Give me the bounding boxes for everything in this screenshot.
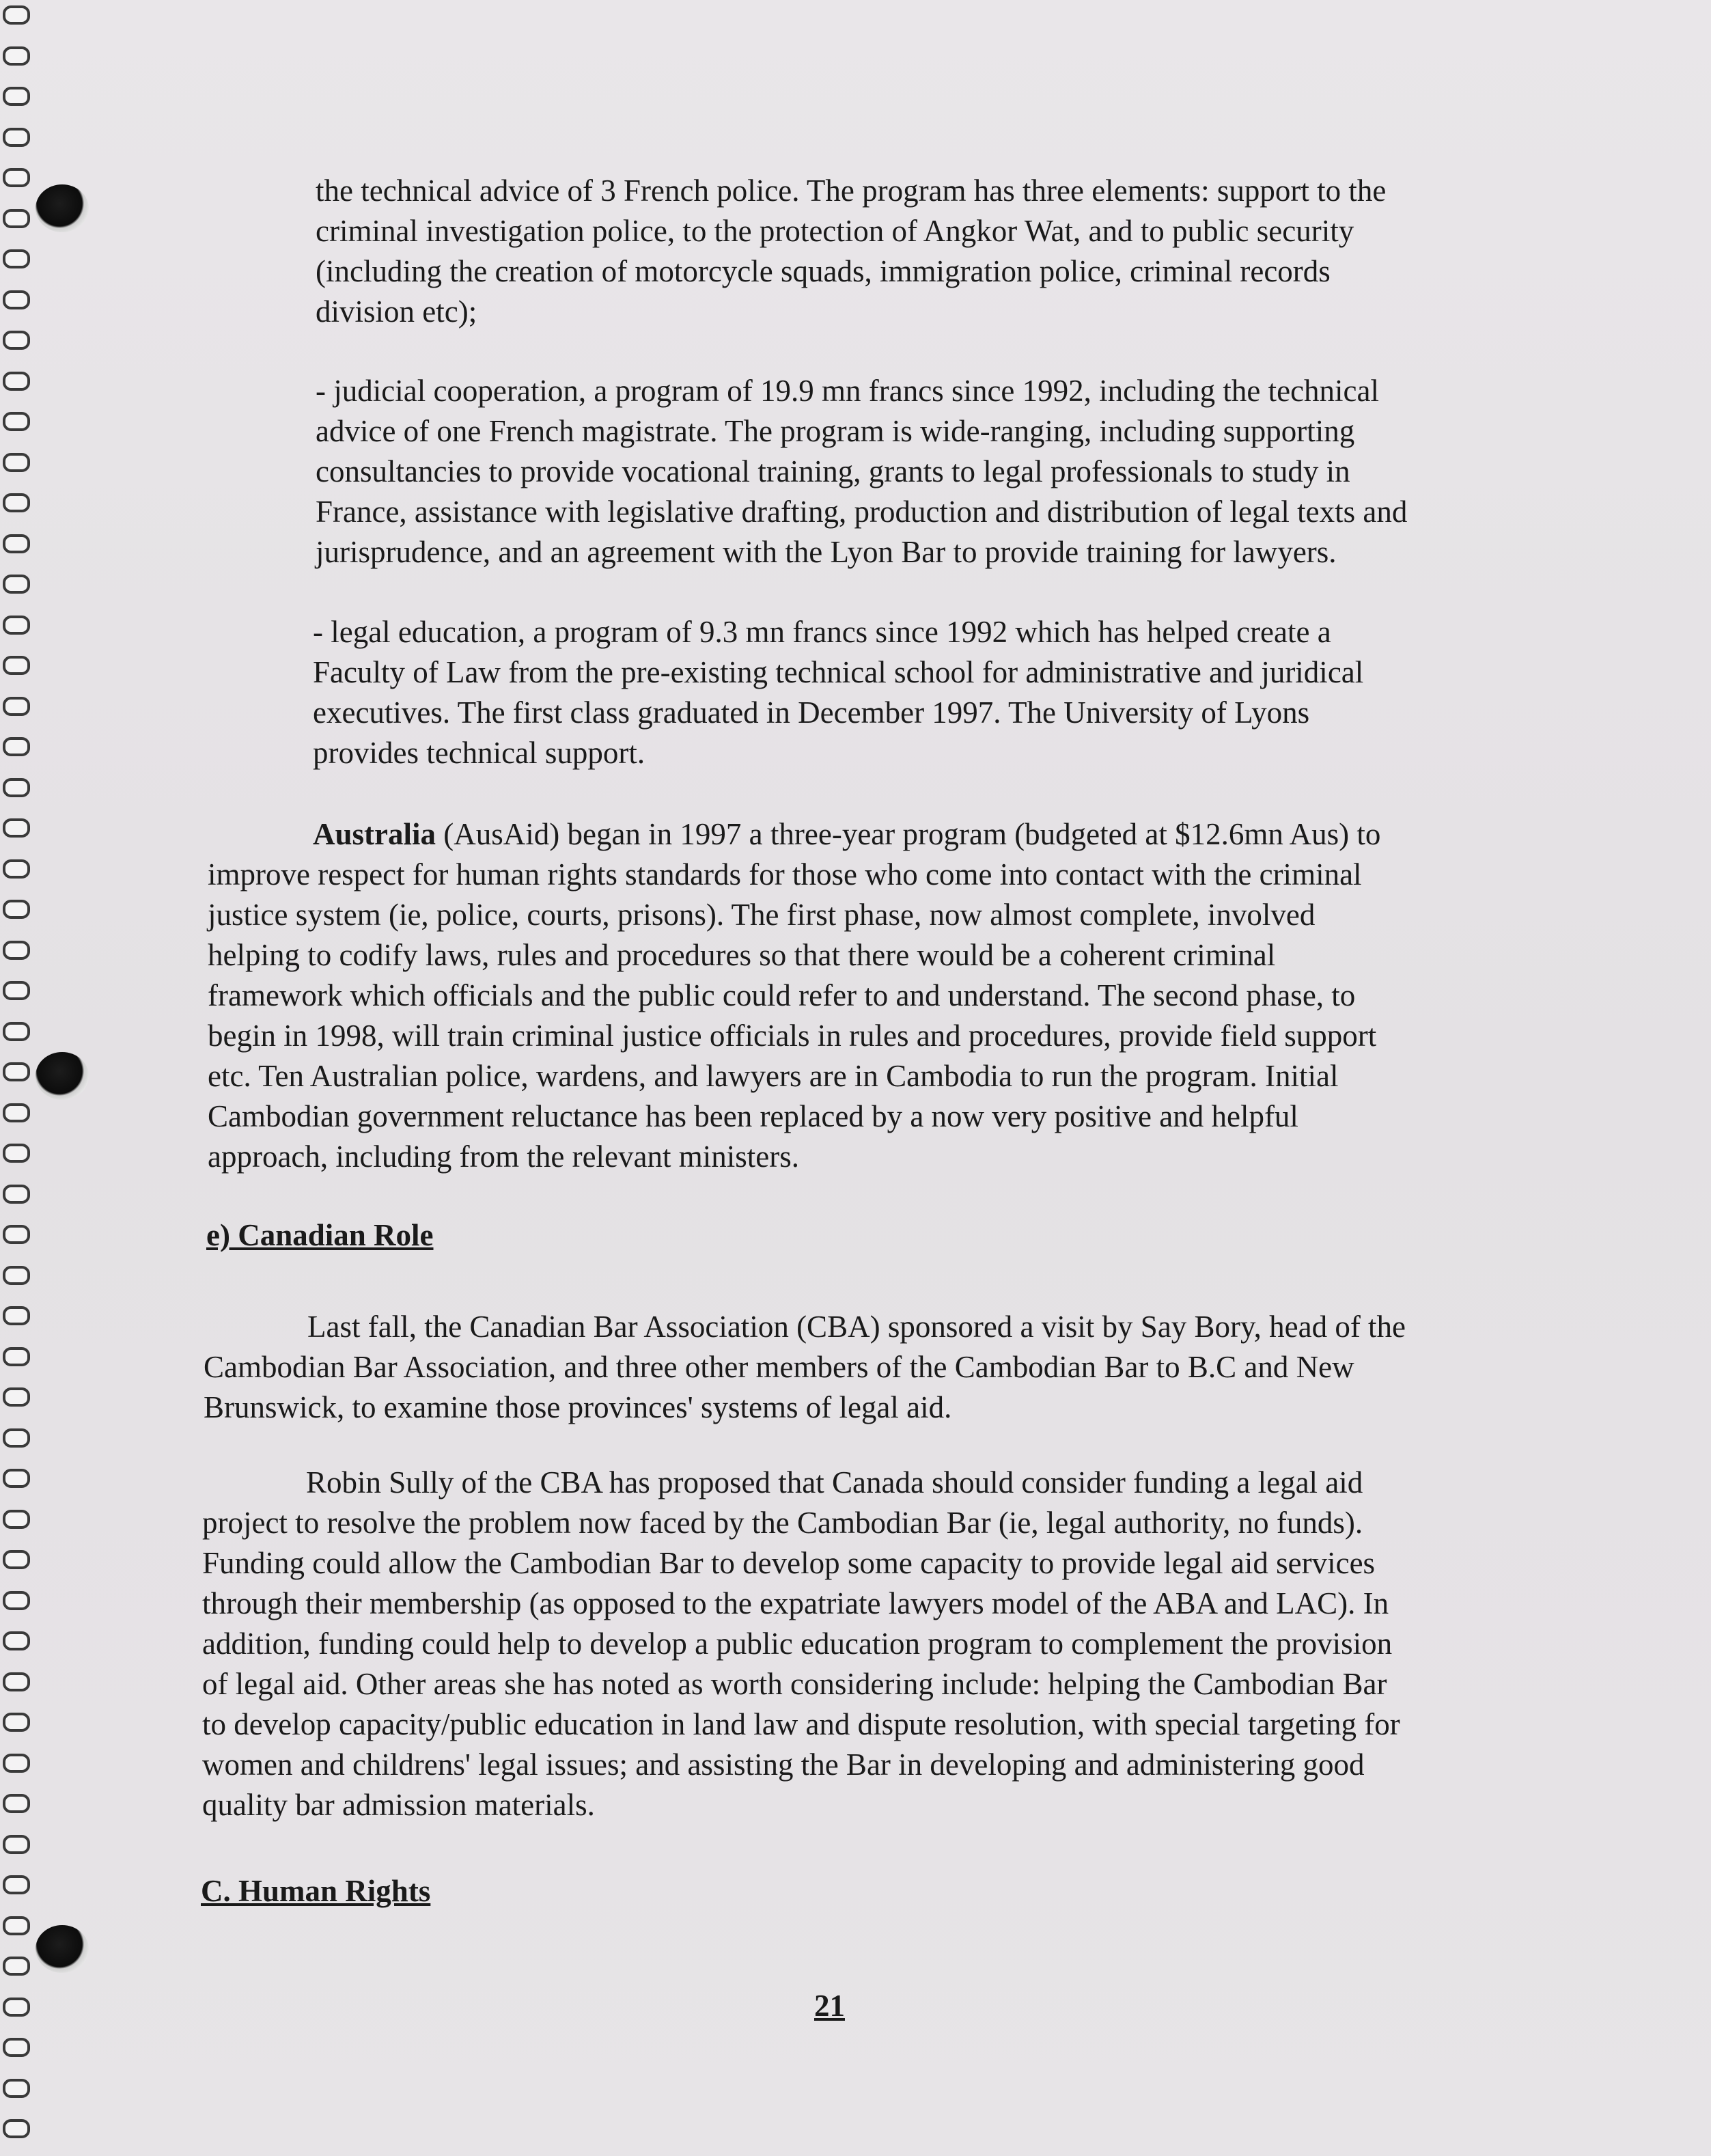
binding-ring xyxy=(3,656,30,675)
binding-ring xyxy=(3,128,30,147)
binding-ring xyxy=(3,1754,30,1773)
binding-ring xyxy=(3,1185,30,1204)
section-heading-human-rights: C. Human Rights xyxy=(201,1874,431,1908)
binding-ring xyxy=(3,1428,30,1448)
binding-ring xyxy=(3,616,30,635)
binding-ring xyxy=(3,372,30,391)
text-line: Brunswick, to examine those provinces' systems of legal aid. xyxy=(204,1390,952,1424)
binding-ring xyxy=(3,412,30,431)
text-line: provides technical support. xyxy=(313,736,645,770)
binding-ring xyxy=(3,1550,30,1569)
binding-ring xyxy=(3,168,30,187)
binding-ring xyxy=(3,87,30,106)
binding-ring xyxy=(3,209,30,228)
binding-ring xyxy=(3,1998,30,2017)
binding-ring xyxy=(3,1510,30,1529)
binding-ring xyxy=(3,1306,30,1325)
binding-ring xyxy=(3,1022,30,1041)
text-line: Funding could allow the Cambodian Bar to develop some capacity to provide legal aid services xyxy=(202,1546,1376,1580)
punch-hole xyxy=(36,184,89,232)
punch-hole xyxy=(36,1052,89,1100)
page-number: 21 xyxy=(814,1989,845,2023)
binding-ring xyxy=(3,941,30,960)
paragraph-judicial-cooperation xyxy=(316,371,1407,572)
text-line: France, assistance with legislative drafting, production and distribution of legal texts and xyxy=(316,495,1408,529)
binding-ring xyxy=(3,1794,30,1813)
text-line: through their membership (as opposed to the expatriate lawyers model of the ABA and LAC). In xyxy=(202,1586,1389,1620)
binding-ring xyxy=(3,859,30,879)
text-line: addition, funding could help to develop a public education program to complement the provision xyxy=(202,1627,1393,1661)
text-line: Faculty of Law from the pre-existing technical school for administrative and juridical xyxy=(313,655,1364,689)
text-line: consultancies to provide vocational training, grants to legal professionals to study in xyxy=(316,454,1350,488)
binding-ring xyxy=(3,1591,30,1610)
binding-ring xyxy=(3,1469,30,1488)
text-line: begin in 1998, will train criminal justice officials in rules and procedures, provide field support xyxy=(208,1019,1377,1053)
binding-ring xyxy=(3,290,30,309)
paragraph-france-police xyxy=(316,171,1386,332)
text-line: (including the creation of motorcycle squads, immigration police, criminal records xyxy=(316,254,1331,288)
binding-ring xyxy=(3,1713,30,1732)
binding-ring xyxy=(3,1387,30,1407)
text-line: project to resolve the problem now faced by the Cambodian Bar (ie, legal authority, no funds). xyxy=(202,1506,1363,1540)
text-line: helping to codify laws, rules and procedures so that there would be a coherent criminal xyxy=(208,938,1276,972)
text-line: - judicial cooperation, a program of 19.9 mn francs since 1992, including the technical xyxy=(316,374,1380,408)
binding-ring xyxy=(3,1103,30,1122)
paragraph-robin-sully xyxy=(202,1463,1400,1825)
binding-ring xyxy=(3,818,30,838)
text-line: advice of one French magistrate. The program is wide-ranging, including supporting xyxy=(316,414,1355,448)
binding-ring xyxy=(3,493,30,512)
binding-ring xyxy=(3,778,30,797)
binding-ring xyxy=(3,575,30,594)
paragraph-australia xyxy=(208,814,1380,1177)
binding-ring xyxy=(3,46,30,66)
binding-ring xyxy=(3,1835,30,1854)
binding-ring xyxy=(3,2119,30,2138)
spiral-binding xyxy=(0,0,41,2156)
text-line: etc. Ten Australian police, wardens, and lawyers are in Cambodia to run the program. Initial xyxy=(208,1059,1339,1093)
text-line: - legal education, a program of 9.3 mn francs since 1992 which has helped create a xyxy=(313,615,1331,649)
binding-ring xyxy=(3,2038,30,2057)
australia-lead: Australia xyxy=(313,817,436,851)
text-line: improve respect for human rights standards for those who come into contact with the criminal xyxy=(208,857,1362,892)
text-line: criminal investigation police, to the protection of Angkor Wat, and to public security xyxy=(316,214,1354,248)
text-line: executives. The first class graduated in December 1997. The University of Lyons xyxy=(313,695,1310,730)
binding-ring xyxy=(3,1916,30,1935)
binding-ring xyxy=(3,5,30,25)
text-line: Cambodian Bar Association, and three other members of the Cambodian Bar to B.C and New xyxy=(204,1350,1354,1384)
australia-first-line: (AusAid) began in 1997 a three-year program (budgeted at $12.6mn Aus) to xyxy=(436,817,1381,851)
binding-ring xyxy=(3,1144,30,1163)
paragraph-cba-visit xyxy=(204,1307,1406,1428)
text-line: approach, including from the relevant ministers. xyxy=(208,1139,799,1174)
text-line: quality bar admission materials. xyxy=(202,1788,595,1822)
binding-ring xyxy=(3,534,30,553)
binding-ring xyxy=(3,1672,30,1691)
binding-ring xyxy=(3,1225,30,1244)
binding-ring xyxy=(3,453,30,472)
binding-ring xyxy=(3,249,30,268)
binding-ring xyxy=(3,1631,30,1650)
binding-ring xyxy=(3,697,30,716)
binding-ring xyxy=(3,900,30,919)
binding-ring xyxy=(3,981,30,1000)
text-line: of legal aid. Other areas she has noted as worth considering include: helping the Cambodian Bar xyxy=(202,1667,1387,1701)
text-line xyxy=(208,814,1380,855)
text-line: women and childrens' legal issues; and assisting the Bar in developing and administering good xyxy=(202,1747,1365,1782)
paragraph-legal-education xyxy=(313,612,1363,773)
text-line: the technical advice of 3 French police. The program has three elements: support to the xyxy=(316,174,1387,208)
text-line: framework which officials and the public could refer to and understand. The second phase, to xyxy=(208,978,1356,1012)
section-heading-canadian-role: e) Canadian Role xyxy=(206,1218,434,1252)
text-line: Robin Sully of the CBA has proposed that Canada should consider funding a legal aid xyxy=(306,1465,1363,1499)
binding-ring xyxy=(3,1347,30,1366)
binding-ring xyxy=(3,737,30,756)
text-line: justice system (ie, police, courts, prisons). The first phase, now almost complete, involved xyxy=(208,898,1316,932)
text-line: division etc); xyxy=(316,294,477,329)
binding-ring xyxy=(3,1266,30,1285)
text-line: to develop capacity/public education in land law and dispute resolution, with special targeting for xyxy=(202,1707,1400,1741)
binding-ring xyxy=(3,2079,30,2098)
binding-ring xyxy=(3,331,30,350)
binding-ring xyxy=(3,1957,30,1976)
binding-ring xyxy=(3,1062,30,1081)
text-line: Cambodian government reluctance has been replaced by a now very positive and helpful xyxy=(208,1099,1298,1133)
punch-hole xyxy=(36,1925,89,1973)
text-line: jurisprudence, and an agreement with the Lyon Bar to provide training for lawyers. xyxy=(316,535,1337,569)
text-line: Last fall, the Canadian Bar Association (CBA) sponsored a visit by Say Bory, head of the xyxy=(307,1310,1406,1344)
binding-ring xyxy=(3,1875,30,1894)
